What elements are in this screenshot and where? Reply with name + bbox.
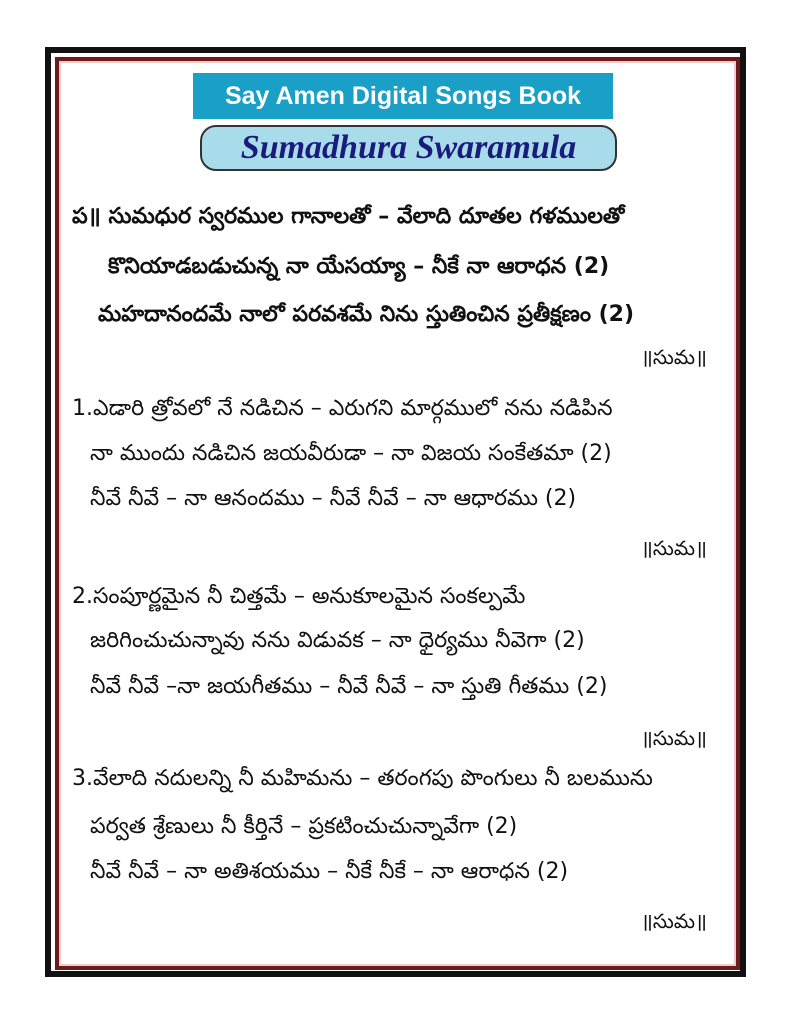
verse-2-refrain-marker: ॥సుమ॥ — [640, 726, 707, 750]
verse-1-line: నీవే నీవే – నా ఆనందము – నీవే నీవే – నా ఆధారము (2) — [90, 486, 577, 511]
verse-3-refrain-marker: ॥సుమ॥ — [640, 909, 707, 933]
verse-1-line: నా ముందు నడిచిన జయవీరుడా – నా విజయ సంకేతమా (2) — [90, 441, 612, 466]
chorus-refrain-marker: ॥సుమ॥ — [640, 345, 707, 369]
verse-1-refrain-marker: ॥సుమ॥ — [640, 536, 707, 560]
verse-3-line: నీవే నీవే – నా అతిశయము – నీకే నీకే – నా ఆరాధన (2) — [90, 859, 569, 884]
song-title-pill — [200, 125, 617, 171]
verse-2-line: నీవే నీవే –నా జయగీతము – నీవే నీవే – నా స్తుతి గీతము (2) — [90, 674, 608, 699]
verse-1-line: 1.ఎడారి త్రోవలో నే నడిచిన – ఎరుగని మార్గములో నను నడిపిన — [72, 396, 613, 421]
chorus-line: ప॥ సుమధుర స్వరముల గానాలతో – వేలాది దూతల గళములతో — [72, 204, 625, 229]
book-title: Say Amen Digital Songs Book — [224, 81, 582, 110]
verse-2-line: 2.సంపూర్ణమైన నీ చిత్తమే – అనుకూలమైన సంకల్పమే — [72, 584, 526, 609]
chorus-line: మహదానందమే నాలో పరవశమే నిను స్తుతించిన ప్రతీక్షణం (2) — [98, 302, 635, 327]
song-title: Sumadhura Swaramula — [240, 129, 577, 166]
verse-3-line: 3.వేలాది నదులన్ని నీ మహిమను – తరంగపు పొంగులు నీ బలమును — [72, 766, 653, 791]
book-title-banner — [193, 73, 613, 119]
chorus-line: కొనియాడబడుచున్న నా యేసయ్యా – నీకే నా ఆరాధన (2) — [108, 254, 610, 279]
verse-2-line: జరిగించుచున్నావు నను విడువక – నా ధైర్యము నీవెగా (2) — [90, 628, 585, 653]
verse-3-line: పర్వత శ్రేణులు నీ కీర్తినే – ప్రకటించుచున్నావేగా (2) — [90, 814, 518, 839]
